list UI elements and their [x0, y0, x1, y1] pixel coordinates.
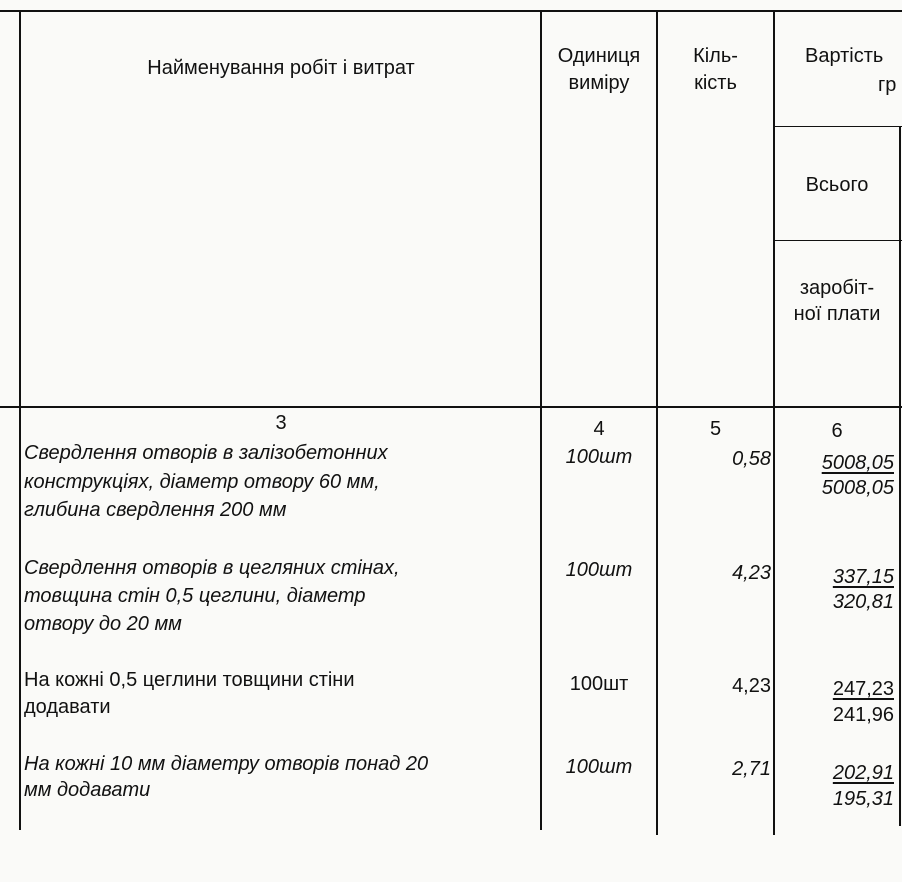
- row-cost-wages: 5008,05: [821, 477, 894, 499]
- row-cost-wages: 320,81: [832, 591, 894, 613]
- row-cost-wages: 195,31: [832, 788, 894, 810]
- row-cost-total: 337,15: [832, 566, 894, 588]
- header-unit-line-2: виміру: [568, 72, 630, 94]
- row-name-line: товщина стін 0,5 цеглини, діаметр: [24, 585, 366, 607]
- col-number-6: 6: [831, 420, 843, 442]
- header-cost-line-2: гр: [878, 74, 897, 96]
- header-cost-line-1: Вартість: [805, 45, 884, 67]
- row-unit: 100шт: [565, 446, 633, 468]
- top-border: [0, 10, 902, 12]
- left-border: [19, 10, 21, 830]
- row-cost-total: 247,23: [832, 678, 894, 700]
- row-name-line: Свердлення отворів в цегляних стінах,: [24, 557, 400, 579]
- row-name-line: мм додавати: [24, 779, 151, 801]
- col-number-4: 4: [593, 418, 605, 440]
- header-cost-wages-line-2: ної плати: [793, 303, 881, 325]
- header-cost-wages-line-1: заробіт-: [799, 277, 875, 299]
- divider-col-6-7: [899, 126, 901, 826]
- cost-subheader-line-1: [774, 126, 902, 127]
- cost-subheader-line-2: [774, 240, 902, 241]
- row-qty: 2,71: [732, 758, 771, 780]
- row-name-line: додавати: [24, 696, 111, 718]
- row-qty: 4,23: [732, 675, 771, 697]
- header-bottom-border: [0, 406, 902, 408]
- row-unit: 100шт: [569, 673, 629, 695]
- header-qty-line-2: кість: [694, 72, 737, 94]
- col-number-3: 3: [275, 412, 287, 434]
- row-cost-wages: 241,96: [832, 704, 894, 726]
- row-cost-total: 202,91: [832, 762, 894, 784]
- row-name-line: конструкціях, діаметр отвору 60 мм,: [24, 471, 380, 493]
- row-name-line: На кожні 0,5 цеглини товщини стіни: [24, 669, 355, 691]
- header-unit-line-1: Одиниця: [557, 45, 641, 67]
- row-unit: 100шт: [565, 559, 633, 581]
- row-cost-total: 5008,05: [821, 452, 894, 474]
- row-name-line: отвору до 20 мм: [24, 613, 182, 635]
- header-cost-total: Всього: [805, 174, 869, 196]
- col-number-5: 5: [709, 418, 722, 440]
- row-name-line: глибина свердлення 200 мм: [24, 499, 287, 521]
- header-qty-line-1: Кіль-: [693, 45, 738, 67]
- row-qty: 0,58: [732, 448, 771, 470]
- row-name-line: Свердлення отворів в залізобетонних: [24, 442, 388, 464]
- row-qty: 4,23: [732, 562, 771, 584]
- row-name-line: На кожні 10 мм діаметру отворів понад 20: [24, 753, 429, 775]
- header-name: Найменування робіт і витрат: [147, 57, 415, 79]
- row-unit: 100шт: [565, 756, 633, 778]
